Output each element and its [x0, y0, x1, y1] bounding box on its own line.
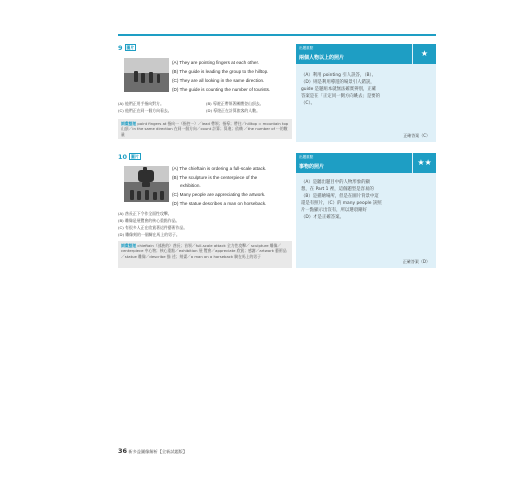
- question-tag: 圖片: [131, 154, 139, 159]
- question-9-header: [118, 44, 136, 52]
- vocab-line: 覽會／appreciate 欣賞；感謝／artwork 藝術品／statue 雕像／describe 描: [121, 248, 287, 259]
- vocab-line: 述；刻畫／a man on a horseback 騎在馬上的男子: [171, 253, 261, 259]
- vocab-label: 詞彙整理: [121, 243, 137, 248]
- answer-label: 正確答案（D）: [402, 259, 430, 264]
- vocab-box: [118, 241, 292, 268]
- vocab-label: 詞彙整理: [121, 121, 137, 126]
- question-number: 10: [118, 153, 128, 161]
- vocab-box: [118, 119, 292, 139]
- question-9-photo: [124, 58, 169, 92]
- vocab-line: point fingers at 指向⋯（指控⋯）／lead 帶領；指導；帶往／hilltop = mountain top 山頂／in the same direction 在同一個方向／count 計算；算進；依賴: [121, 121, 289, 132]
- side-header: [296, 153, 413, 173]
- question-10-photo: [124, 166, 169, 202]
- question-tag: 圖片: [126, 45, 135, 50]
- translation-b: (B) 導遊正帶領著團體登山頂去。: [206, 101, 264, 106]
- page-footer: [118, 447, 187, 455]
- vocab-line: ／the number of ⋯的數量: [121, 126, 288, 137]
- option-d: (D) The guide is counting the number of tourists.: [172, 87, 271, 92]
- option-b: (B) The sculpture is the centerpiece of the: [172, 175, 258, 180]
- question-10-header: [118, 153, 141, 161]
- option-b-continued: exhibition.: [180, 183, 201, 188]
- question-9-side-panel: [296, 44, 436, 142]
- option-a: (A) They are pointing fingers at each other.: [172, 60, 259, 65]
- vocab-line: chieftain（部族的）酋長；首領／full-scale attack 全力性攻擊／: [137, 243, 250, 248]
- vocab-line: sculpture 雕像／centerpiece 中心物；核心重點／exhibition 展: [121, 243, 282, 254]
- difficulty-star-icon: ★★: [412, 153, 436, 173]
- translation-c: (C) 他們正在同一個方向看去。: [118, 108, 172, 113]
- option-a: (A) The chieftain is ordering a full-scale attack.: [172, 166, 267, 171]
- translation-a: (A) 酋長正下令作全面性攻擊。: [118, 211, 172, 216]
- option-c: (C) They are all looking in the same direction.: [172, 78, 265, 83]
- side-header-title: 事物的照片: [299, 164, 325, 170]
- side-header-title: 兩個人物以上的照片: [299, 55, 345, 61]
- question-10-side-panel: [296, 153, 436, 268]
- translation-c: (C) 有很多人正在欣賞著這件藝術作品。: [118, 225, 188, 230]
- translation-d: (D) 導遊正在計算旅客的人數。: [206, 108, 260, 113]
- translation-a: (A) 他們正用手指向對方。: [118, 101, 164, 106]
- side-header-label: 出題重點: [299, 46, 314, 50]
- question-number: 9: [118, 44, 123, 52]
- side-explanation: （A）利用 pointing 引人誤答，（B）、 （D）則是利用導遊的場景引人錯誤， guide 是題組本就無法確實辨別，正確 答案是在「正定同一側方向眺去」是要的 （C）。: [301, 73, 381, 106]
- top-rule: [118, 34, 436, 36]
- difficulty-star-icon: ★: [412, 44, 436, 64]
- translation-d: (D) 雕像刻的一個騎在馬上的男子。: [118, 232, 180, 237]
- side-header: [296, 44, 413, 64]
- book-title: 新多益圖像解析【全新試題版】: [128, 449, 188, 454]
- option-c: (C) Many people are appreciating the artwork.: [172, 192, 266, 197]
- translation-b: (B) 雕像是展覽會的核心重點作品。: [118, 218, 180, 223]
- side-header-label: 出題重點: [299, 155, 314, 159]
- page-number: 36: [118, 447, 128, 455]
- answer-label: 正確答案（C）: [403, 133, 430, 138]
- side-explanation: （A）是聽出題目中的人物形象的顯 想，在 Part 1 裡，這個題型是容易的 （B）是描繪場所，但是在圖片背景中這 還是有照片，（C）的 many people 該照 片一點顯示出沒有，所以選項剛好 （D）才是正確答案。: [301, 180, 382, 220]
- option-b: (B) The guide is leading the group to the hilltop.: [172, 69, 269, 74]
- option-d: (D) The statue describes a man on horseback.: [172, 201, 267, 206]
